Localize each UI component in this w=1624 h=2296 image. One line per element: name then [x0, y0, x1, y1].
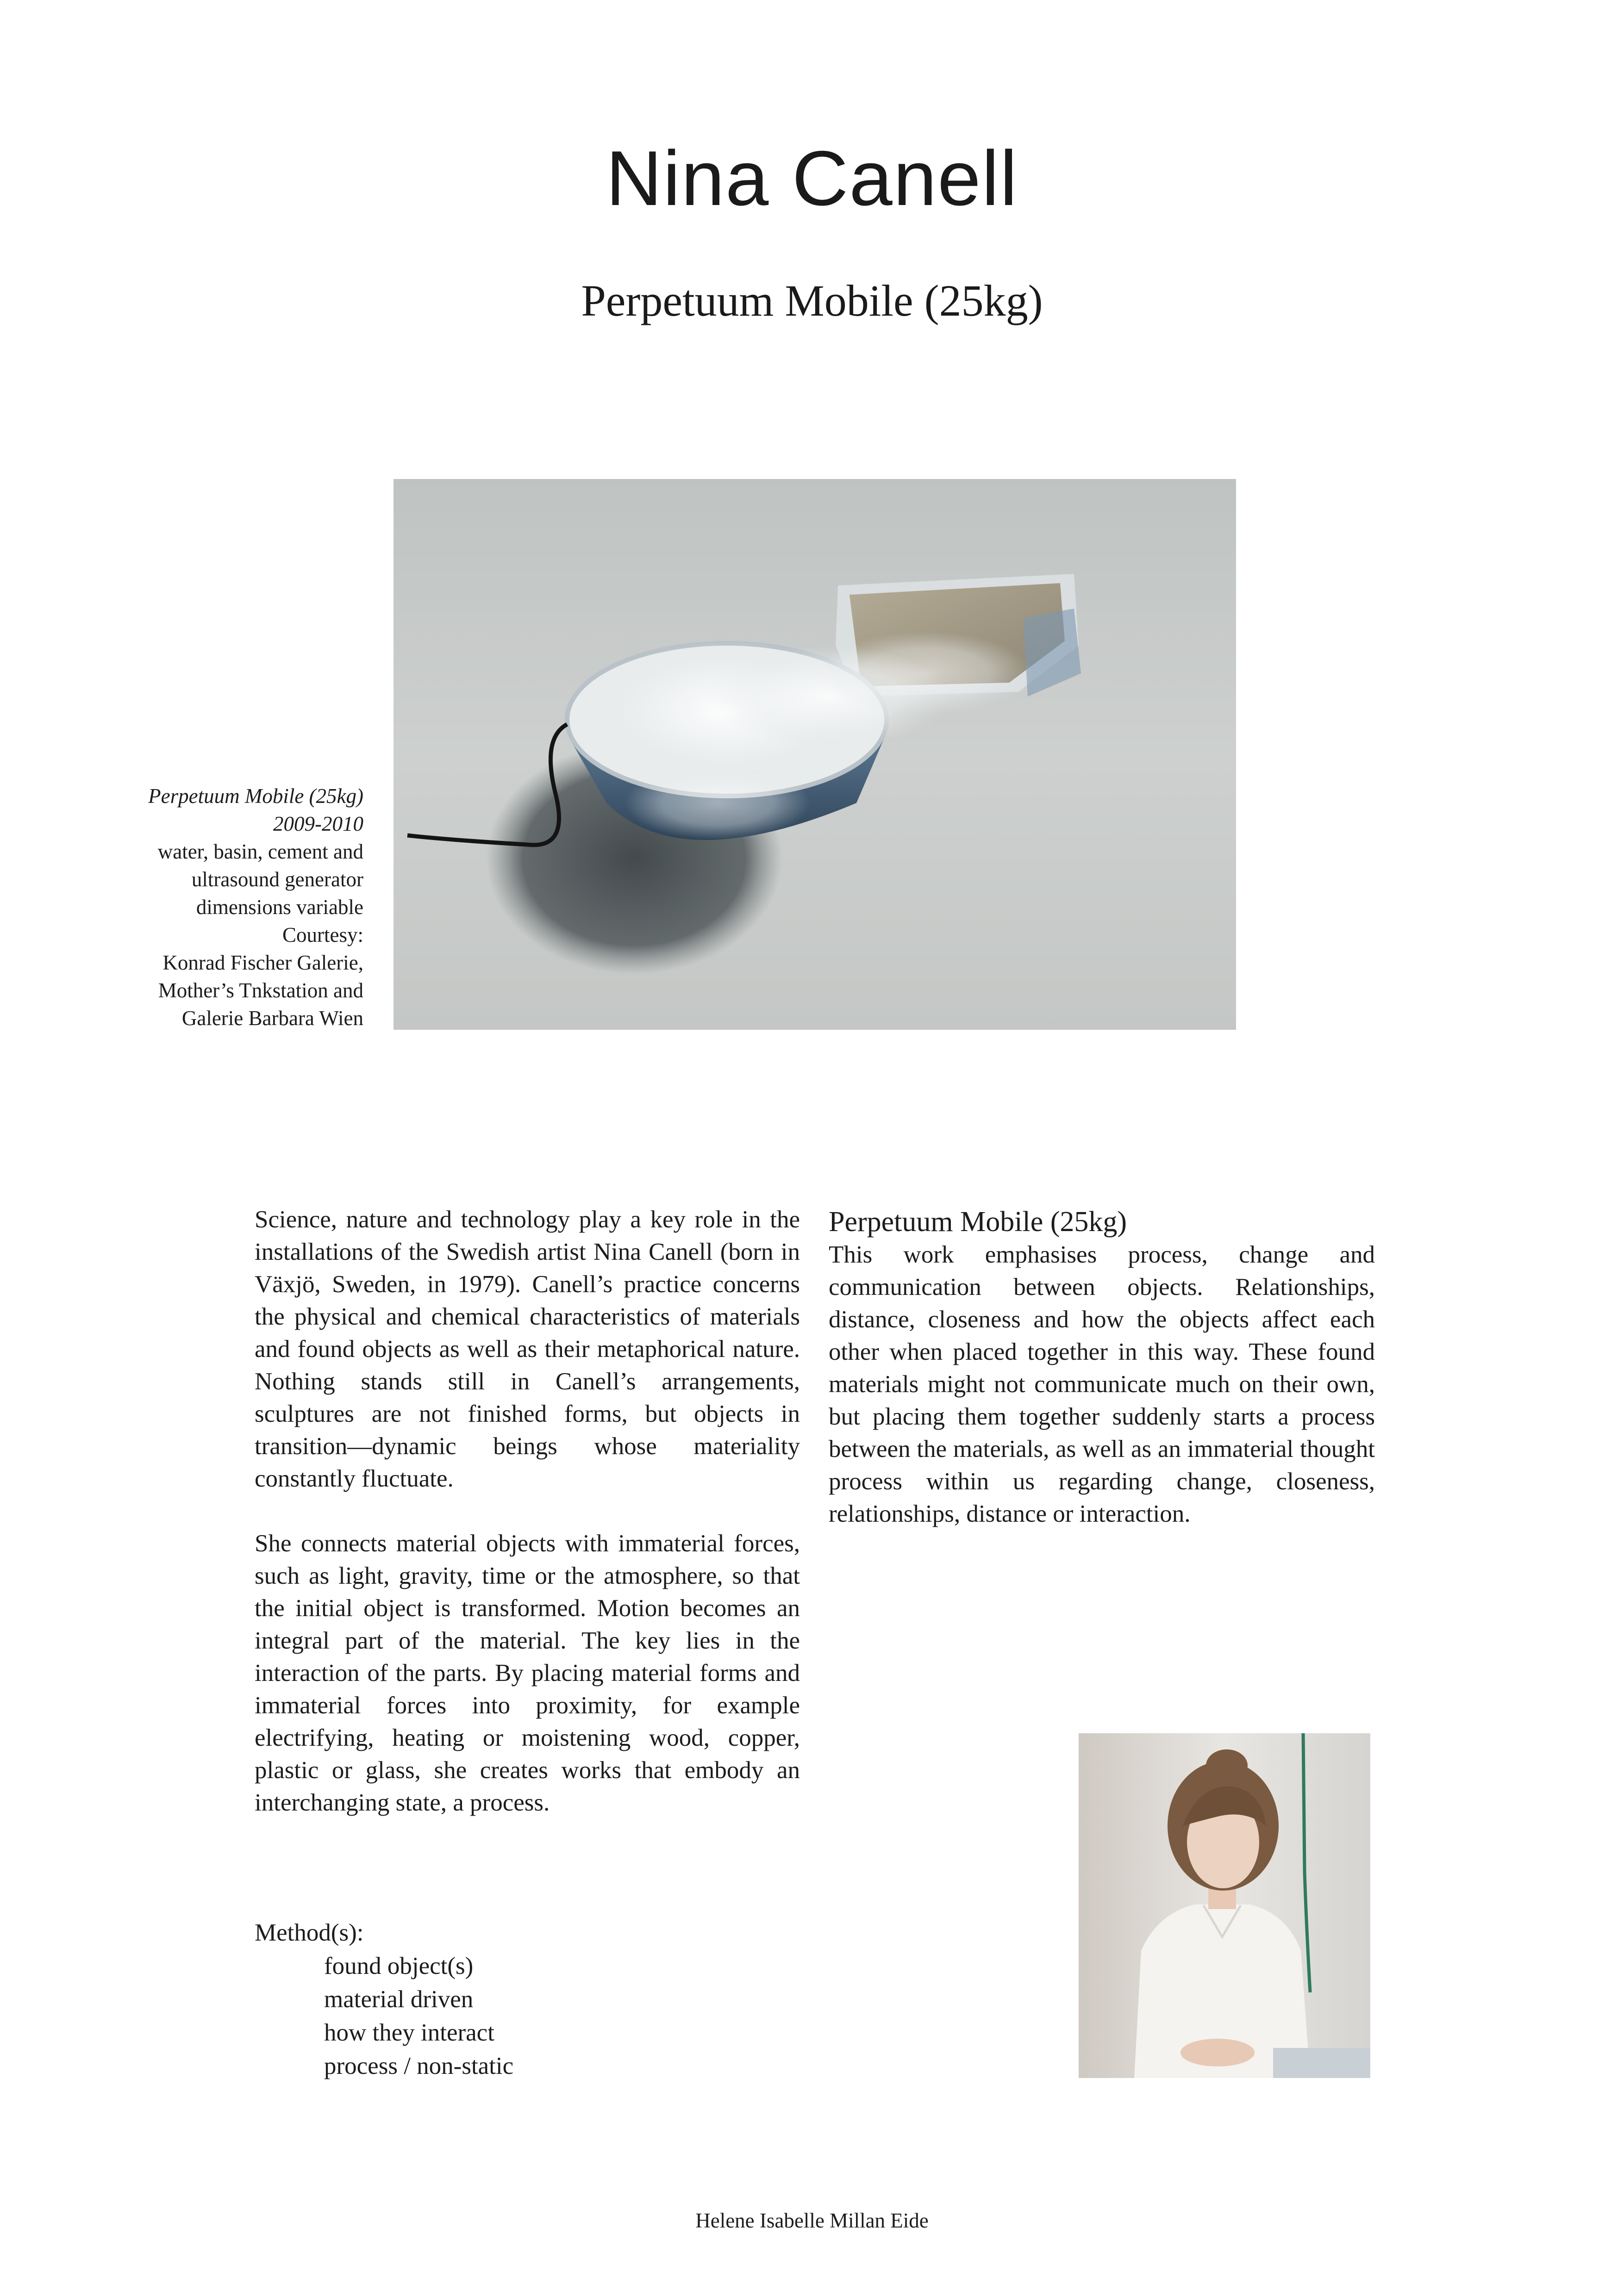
intro-paragraph: She connects material objects with immaterial forces, such as light, gravity, time or the atmosphere, so that the initial object is transformed. Motion becomes an integral part of the material. The key lies in the interaction of the parts. By placing material forms and immaterial forces into proximity, for example electrifying, heating or moistening wood, copper, plastic or glass, she creates works that embody an interchanging state, a process. — [255, 1530, 800, 1816]
artist-name-title: Nina Canell — [606, 135, 1018, 222]
work-description-column — [829, 1203, 1375, 1530]
methods-section — [255, 1916, 513, 2083]
list-item: how they interact — [324, 2019, 494, 2046]
list-item: process / non-static — [324, 2053, 514, 2079]
work-title-subtitle: Perpetuum Mobile (25kg) — [581, 276, 1043, 325]
intro-text-column — [255, 1203, 800, 1819]
methods-list — [255, 1949, 513, 2083]
methods-label: Method(s): — [255, 1919, 364, 1946]
caption-line: Konrad Fischer Galerie, — [162, 951, 363, 974]
caption-line: Mother’s Tnkstation and — [158, 979, 363, 1002]
caption-line: ultrasound generator — [191, 868, 363, 891]
caption-line: Courtesy: — [282, 923, 363, 946]
author-footer: Helene Isabelle Millan Eide — [695, 2209, 929, 2232]
caption-line: water, basin, cement and — [157, 840, 363, 863]
intro-paragraph: Science, nature and technology play a key role in the installations of the Swedish artist Nina Canell (born in Växjö, Sweden, in 1979). Canell’s practice concerns the physical and chemical characteristics of materials and found objects as well as their metaphorical nature. Nothing stands still in Canell’s arrangements, sculptures are not finished forms, but objects in transition—dynamic beings whose materiality constantly fluctuate. — [255, 1206, 800, 1492]
work-description-paragraph: This work emphasises process, change and communication between objects. Relationships, distance, closeness and how the objects affect each other when placed together in this way. These found materials might not communicate much on their own, but placing them together suddenly starts a process between the materials, as well as an immaterial thought process within us regarding change, closeness, relationships, distance or interaction. — [829, 1241, 1375, 1527]
artwork-photo — [394, 479, 1236, 1030]
list-item: found object(s) — [324, 1953, 474, 1979]
list-item: material driven — [324, 1986, 474, 2013]
caption-line: dimensions variable — [196, 896, 363, 919]
caption-line: Galerie Barbara Wien — [181, 1007, 363, 1030]
work-description-heading: Perpetuum Mobile (25kg) — [829, 1206, 1127, 1238]
caption-year: 2009-2010 — [273, 812, 363, 835]
artwork-photo-illustration — [394, 479, 1236, 1030]
artist-portrait-illustration — [1079, 1733, 1370, 2078]
caption-title: Perpetuum Mobile (25kg) — [148, 784, 363, 808]
artwork-caption — [83, 782, 363, 1032]
artist-portrait-photo — [1079, 1733, 1370, 2078]
